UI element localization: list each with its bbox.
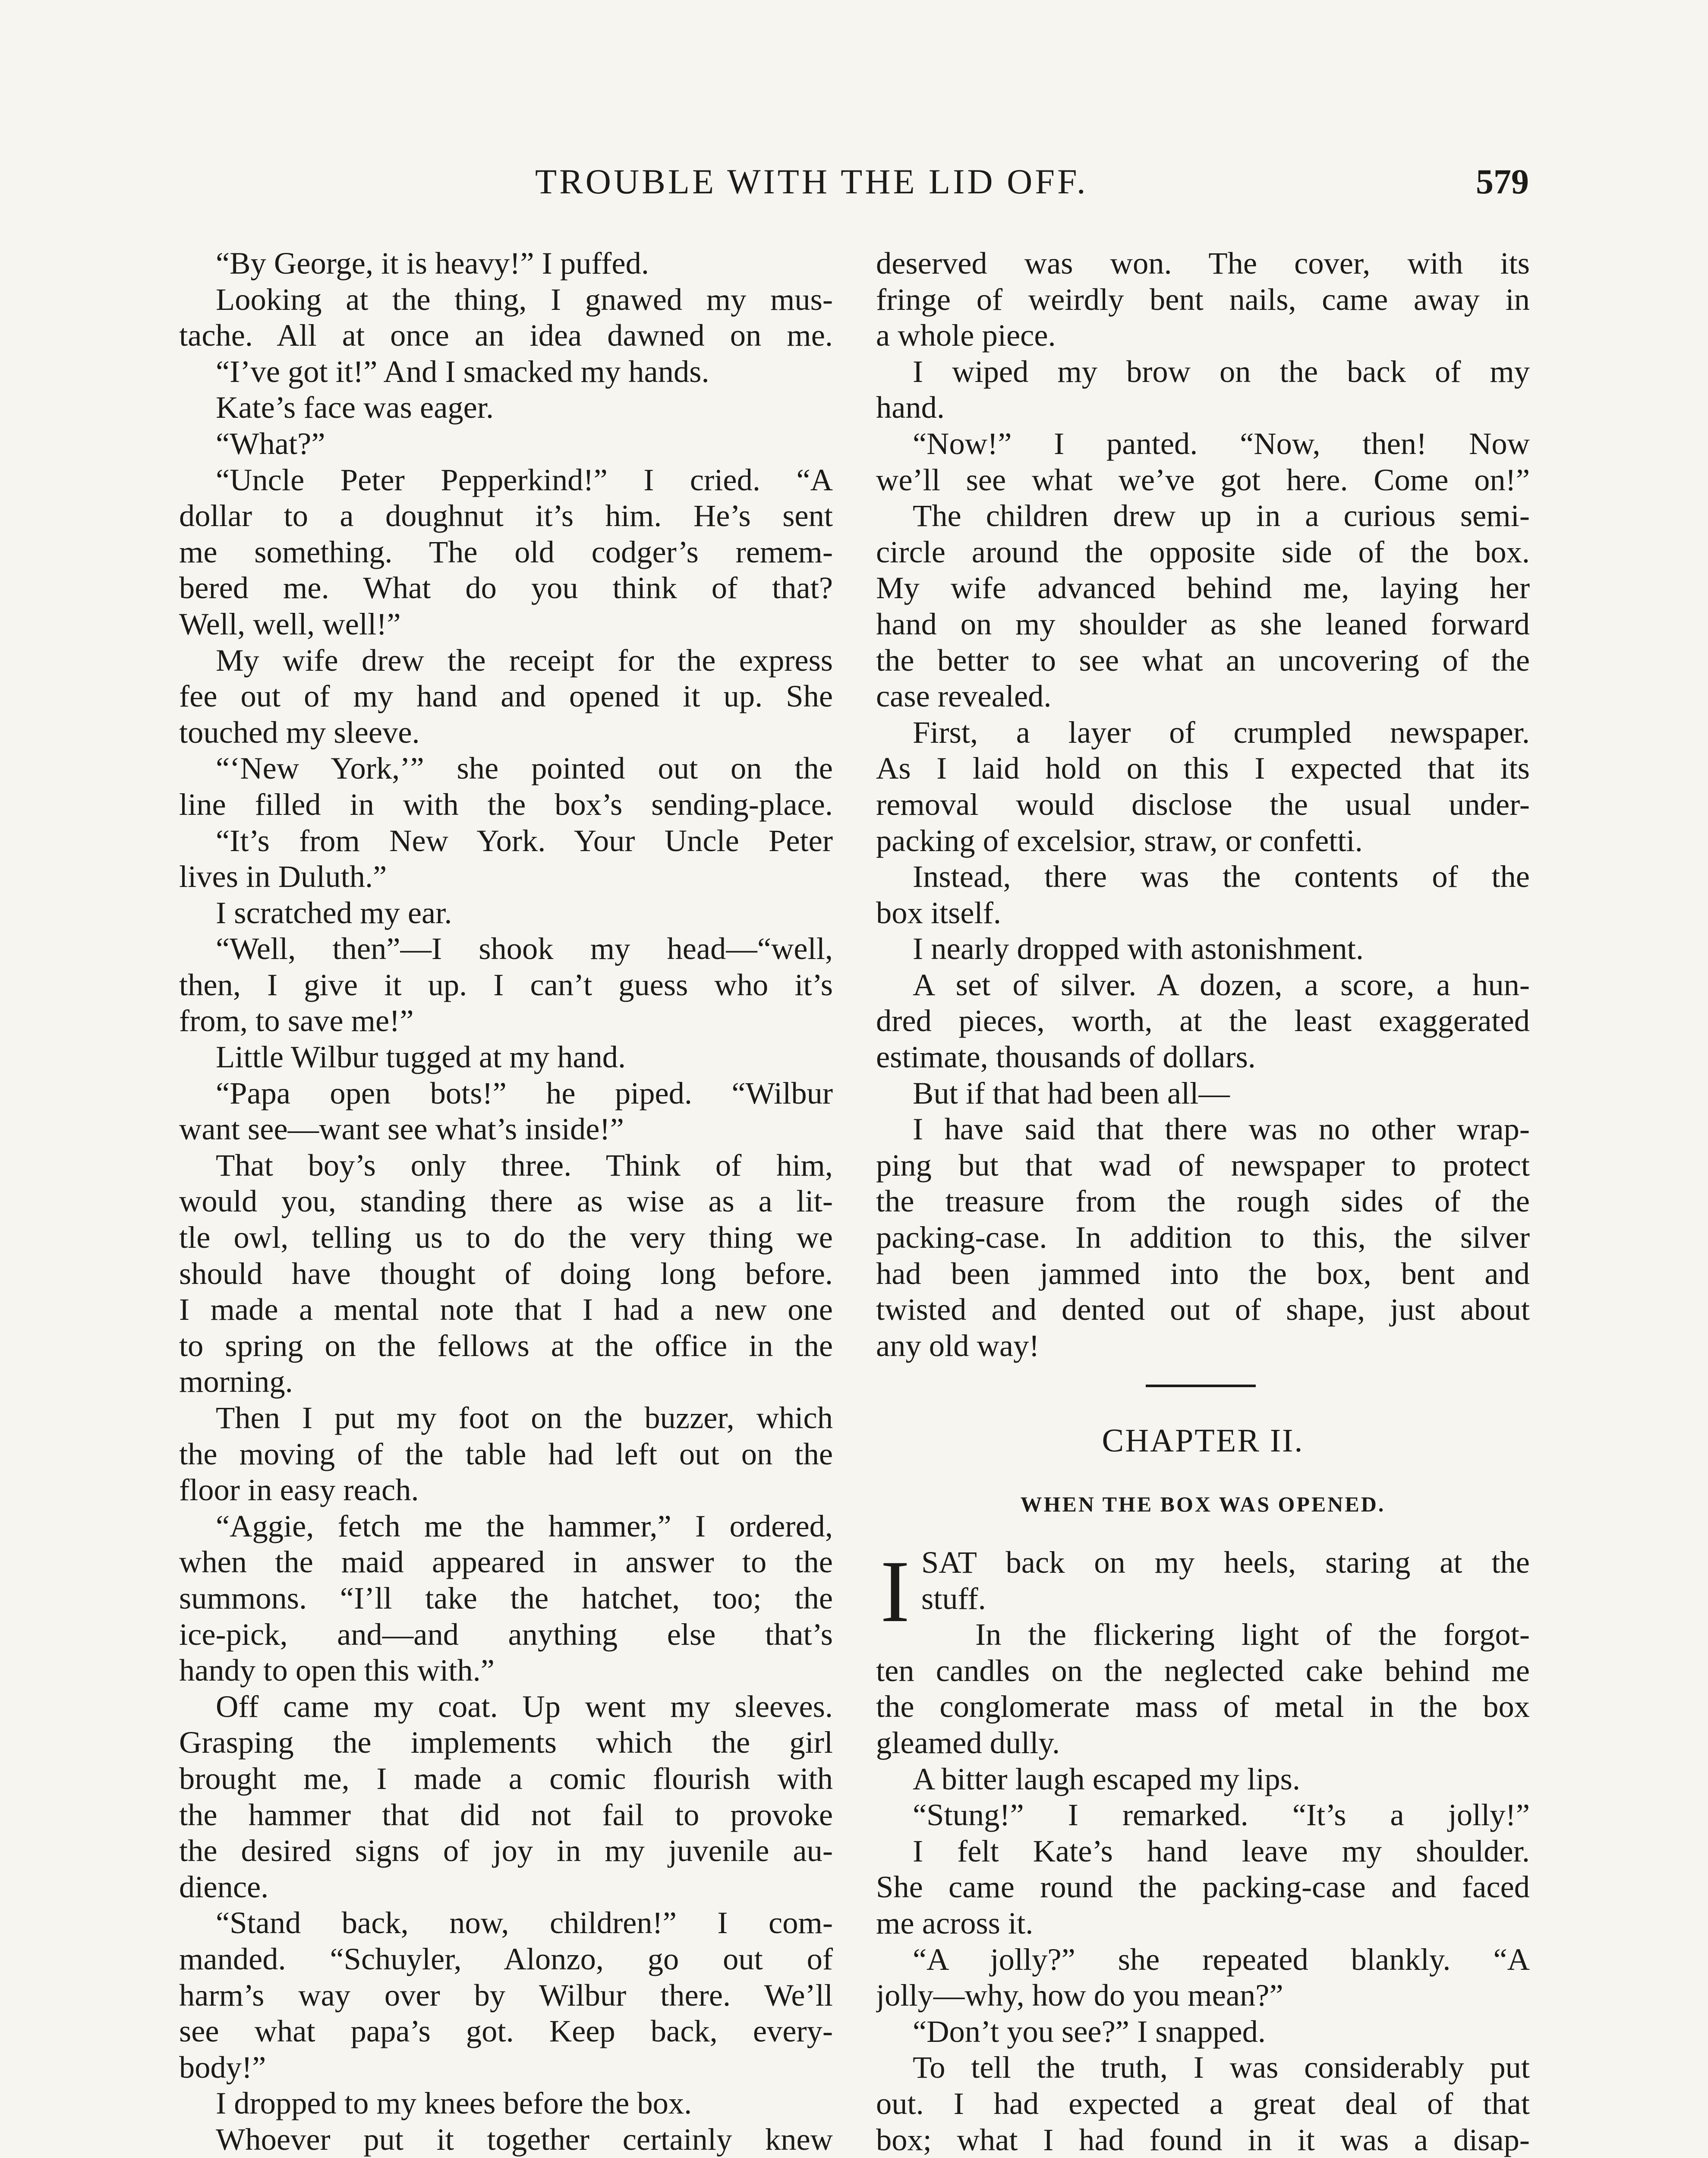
text-line: I made a mental note that I had a new one <box>179 1292 833 1327</box>
text-line: But if that had been all— <box>913 1075 1230 1111</box>
left-text-column <box>179 245 833 2158</box>
text-line: SAT back on my heels, staring at the <box>921 1545 1530 1580</box>
text-line: “Stung!” I remarked. “It’s a jolly!” <box>913 1797 1530 1833</box>
text-line: “It’s from New York. Your Uncle Peter <box>216 823 833 858</box>
text-line: stuff. <box>921 1581 986 1616</box>
text-line: I wiped my brow on the back of my <box>913 353 1530 389</box>
text-line: “Aggie, fetch me the hammer,” I ordered, <box>216 1508 833 1543</box>
text-line: The children drew up in a curious semi- <box>913 498 1530 533</box>
text-line: circle around the opposite side of the box. <box>876 534 1530 569</box>
text-line: from, to save me!” <box>179 1003 414 1038</box>
text-line: tache. All at once an idea dawned on me. <box>179 318 833 353</box>
text-line: “A jolly?” she repeated blankly. “A <box>913 1941 1530 1977</box>
chapter-text-column <box>876 1544 1530 2158</box>
text-line: That boy’s only three. Think of him, <box>216 1147 833 1183</box>
text-line: gleamed dully. <box>876 1725 1060 1760</box>
text-line: I scratched my ear. <box>216 895 452 930</box>
text-line: She came round the packing-case and faced <box>876 1869 1530 1905</box>
text-line: hand on my shoulder as she leaned forward <box>876 606 1530 641</box>
text-line: ice-pick, and—and anything else that’s <box>179 1616 833 1652</box>
text-line: the conglomerate mass of metal in the box <box>876 1689 1530 1724</box>
running-title: TROUBLE WITH THE LID OFF. <box>535 162 1088 201</box>
text-line: out. I had expected a great deal of that <box>876 2085 1530 2121</box>
text-line: the hammer that did not fail to provoke <box>179 1797 833 1832</box>
text-line: morning. <box>179 1364 293 1399</box>
text-line: I felt Kate’s hand leave my shoulder. <box>913 1833 1530 1868</box>
text-line: In the flickering light of the forgot- <box>975 1617 1530 1652</box>
text-line: the desired signs of joy in my juvenile au- <box>179 1833 833 1868</box>
text-line: a whole piece. <box>876 318 1056 353</box>
text-line: “I’ve got it!” And I smacked my hands. <box>216 353 709 389</box>
text-line: My wife advanced behind me, laying her <box>876 570 1530 606</box>
text-line: ping but that wad of newspaper to protect <box>876 1147 1530 1183</box>
text-line: “By George, it is heavy!” I puffed. <box>216 246 649 281</box>
text-line: “Well, then”—I shook my head—“well, <box>216 931 833 966</box>
drop-cap: I <box>880 1543 910 1641</box>
text-line: Off came my coat. Up went my sleeves. <box>216 1688 833 1724</box>
text-line: To tell the truth, I was considerably put <box>913 2050 1530 2085</box>
text-line: would you, standing there as wise as a lit- <box>179 1183 833 1219</box>
text-line: “What?” <box>216 426 325 461</box>
text-line: My wife drew the receipt for the express <box>216 642 833 678</box>
text-line: body!” <box>179 2049 266 2085</box>
text-line: brought me, I made a comic flourish with <box>179 1760 833 1796</box>
text-line: I have said that there was no other wrap- <box>913 1111 1530 1147</box>
text-line: “Don’t you see?” I snapped. <box>913 2013 1266 2049</box>
text-line: tle owl, telling us to do the very thing we <box>179 1220 833 1255</box>
text-line: First, a layer of crumpled newspaper. <box>913 714 1530 750</box>
text-line: want see—want see what’s inside!” <box>179 1111 624 1147</box>
text-line: to spring on the fellows at the office in the <box>179 1328 833 1363</box>
text-line: me across it. <box>876 1905 1034 1940</box>
text-line: As I laid hold on this I expected that its <box>876 751 1530 786</box>
text-line: packing of excelsior, straw, or confetti. <box>876 823 1363 858</box>
text-line: Well, well, well!” <box>179 606 401 641</box>
text-line: lives in Duluth.” <box>179 859 387 894</box>
text-line: fee out of my hand and opened it up. She <box>179 678 833 714</box>
text-line: box itself. <box>876 895 1001 930</box>
text-line: Instead, there was the contents of the <box>913 859 1530 894</box>
text-line: ten candles on the neglected cake behind me <box>876 1653 1530 1688</box>
text-line: “Uncle Peter Pepperkind!” I cried. “A <box>216 462 833 497</box>
text-line: fringe of weirdly bent nails, came away in <box>876 281 1530 317</box>
text-line: see what papa’s got. Keep back, every- <box>179 2013 833 2049</box>
text-line: should have thought of doing long before. <box>179 1256 833 1291</box>
text-line: jolly—why, how do you mean?” <box>876 1978 1283 2013</box>
text-line: “Papa open bots!” he piped. “Wilbur <box>216 1075 833 1111</box>
text-line: summons. “I’ll take the hatchet, too; the <box>179 1580 833 1615</box>
text-line: harm’s way over by Wilbur there. We’ll <box>179 1977 833 2013</box>
text-line: we’ll see what we’ve got here. Come on!” <box>876 462 1530 497</box>
right-text-column <box>876 245 1530 1363</box>
text-line: hand. <box>876 390 945 425</box>
text-line: “‘New York,’” she pointed out on the <box>216 751 833 786</box>
text-line: the moving of the table had left out on the <box>179 1436 833 1471</box>
text-line: Kate’s face was eager. <box>216 390 494 425</box>
text-line: had been jammed into the box, bent and <box>876 1256 1530 1291</box>
text-line: A set of silver. A dozen, a score, a hun- <box>913 967 1530 1002</box>
text-line: case revealed. <box>876 678 1052 714</box>
text-line: deserved was won. The cover, with its <box>876 246 1530 281</box>
text-line: I dropped to my knees before the box. <box>216 2085 692 2121</box>
text-line: removal would disclose the usual under- <box>876 786 1530 822</box>
section-divider-rule <box>1146 1385 1256 1387</box>
text-line: estimate, thousands of dollars. <box>876 1039 1256 1075</box>
text-line: A bitter laugh escaped my lips. <box>913 1761 1301 1796</box>
text-line: the better to see what an uncovering of the <box>876 642 1530 678</box>
text-line: the treasure from the rough sides of the <box>876 1183 1530 1219</box>
chapter-subtitle: WHEN THE BOX WAS OPENED. <box>1020 1492 1386 1516</box>
text-line: floor in easy reach. <box>179 1472 419 1508</box>
chapter-title: CHAPTER II. <box>1102 1423 1304 1459</box>
text-line: Looking at the thing, I gnawed my mus- <box>216 281 833 317</box>
text-line: manded. “Schuyler, Alonzo, go out of <box>179 1941 833 1976</box>
text-line: dollar to a doughnut it’s him. He’s sent <box>179 498 833 533</box>
text-line: line filled in with the box’s sending-place. <box>179 786 833 822</box>
text-line: touched my sleeve. <box>179 714 420 750</box>
page-number: 579 <box>1476 162 1529 201</box>
text-line: packing-case. In addition to this, the silver <box>876 1220 1530 1255</box>
text-line: Grasping the implements which the girl <box>179 1725 833 1760</box>
text-line: dred pieces, worth, at the least exaggerated <box>876 1003 1530 1038</box>
text-line: me something. The old codger’s remem- <box>179 534 833 569</box>
text-line: I nearly dropped with astonishment. <box>913 931 1364 966</box>
text-line: dience. <box>179 1869 269 1904</box>
text-line: Then I put my foot on the buzzer, which <box>216 1400 833 1435</box>
text-line: twisted and dented out of shape, just about <box>876 1292 1530 1327</box>
text-line: Whoever put it together certainly knew <box>216 2121 833 2157</box>
text-line: box; what I had found in it was a disap- <box>876 2122 1530 2157</box>
text-line: “Stand back, now, children!” I com- <box>216 1905 833 1940</box>
text-line: Little Wilbur tugged at my hand. <box>216 1039 626 1075</box>
text-line: then, I give it up. I can’t guess who it’s <box>179 967 833 1002</box>
text-line: when the maid appeared in answer to the <box>179 1544 833 1580</box>
text-line: handy to open this with.” <box>179 1653 495 1688</box>
text-line: “Now!” I panted. “Now, then! Now <box>913 426 1530 461</box>
text-line: bered me. What do you think of that? <box>179 570 833 606</box>
text-line: any old way! <box>876 1328 1040 1363</box>
